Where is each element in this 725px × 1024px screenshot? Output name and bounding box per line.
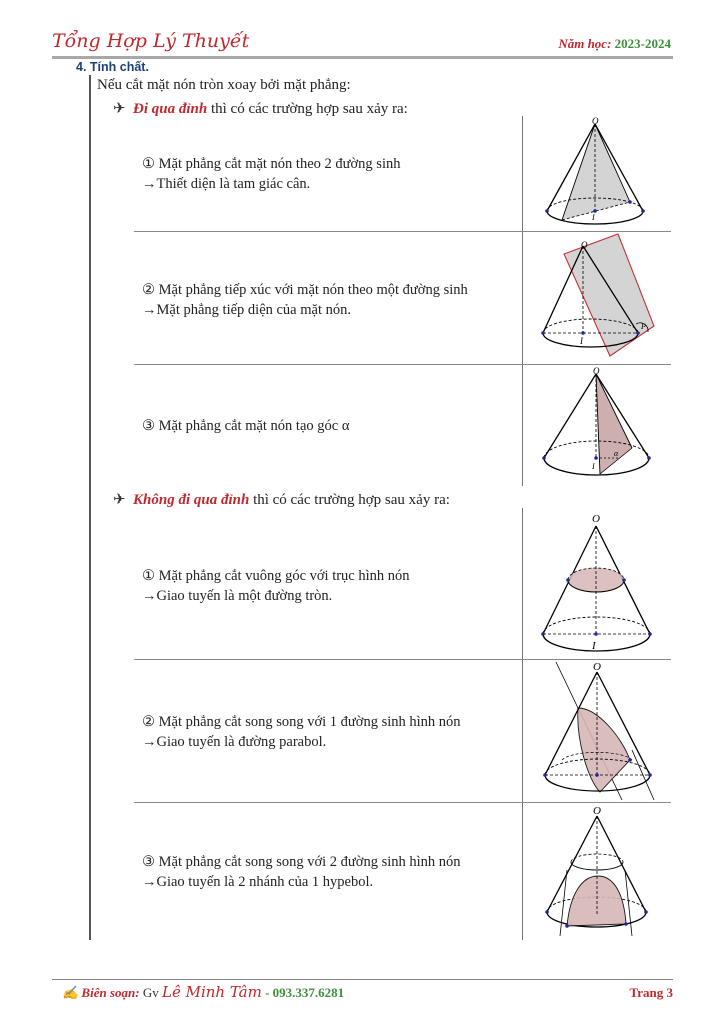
bullet-through-vertex (113, 99, 408, 118)
center-label: I (592, 213, 595, 222)
section-heading: 4. Tính chất. (76, 60, 149, 74)
vertex-label: O (592, 513, 600, 525)
vertex-label: O (592, 116, 599, 126)
cone-circle-section-figure (538, 510, 658, 655)
center-label: I (592, 640, 596, 652)
cone-parabola-section-figure (540, 660, 660, 802)
angle-label: α (614, 449, 619, 458)
vertex-label: O (593, 661, 601, 673)
case-item (142, 416, 349, 436)
center-label: I (592, 462, 595, 471)
footer-author-line (62, 983, 344, 1001)
footer-divider (52, 979, 673, 980)
plane-arrow-icon: ✈ (113, 492, 126, 508)
case-line: ① Mặt phẳng cắt mặt nón theo 2 đường sinh (142, 156, 401, 172)
header-title: Tổng Hợp Lý Thuyết (52, 30, 250, 52)
case-line: →Mặt phẳng tiếp diện của mặt nón. (142, 302, 351, 318)
school-year-label: Năm học: (558, 36, 612, 51)
footer-prefix: ✍ Biên soạn: (62, 985, 140, 1000)
bullet-text: thì có các trường hợp sau xảy ra: (207, 101, 408, 117)
page-number: Trang 3 (629, 985, 673, 1000)
case-line: ② Mặt phẳng cắt song song với 1 đường sinh hình nón (142, 714, 461, 730)
cone-angle-alpha-figure (540, 366, 655, 482)
footer-author-name: Lê Minh Tâm (161, 983, 262, 1001)
bullet-not-through-vertex (113, 490, 450, 509)
case-item (142, 712, 461, 752)
row-separator (134, 364, 671, 365)
table-divider (522, 508, 523, 940)
footer-phone: - 093.337.6281 (261, 985, 345, 1000)
case-item (142, 154, 400, 194)
cone-axial-section-figure (540, 116, 650, 228)
vertex-label: O (593, 805, 601, 817)
plane-arrow-icon: ✈ (113, 101, 126, 117)
case-line: ③ Mặt phẳng cắt mặt nón tạo góc α (142, 418, 350, 434)
bullet-text: thì có các trường hợp sau xảy ra: (249, 492, 450, 508)
case-item (142, 566, 410, 606)
table-divider (522, 116, 523, 486)
cone-tangent-plane-figure (538, 232, 663, 357)
bullet-highlight: Đi qua đỉnh (133, 101, 208, 117)
case-line: →Giao tuyến là đường parabol. (142, 734, 327, 750)
content-left-rule (89, 75, 91, 940)
section-intro: Nếu cắt mặt nón tròn xoay bởi mặt phẳng: (97, 77, 351, 93)
footer-gv: Gv (139, 985, 162, 1000)
header-divider (52, 56, 673, 59)
case-item (142, 852, 461, 892)
case-line: →Giao tuyến là 2 nhánh của 1 hypebol. (142, 874, 374, 890)
case-line: →Thiết diện là tam giác cân. (142, 176, 311, 192)
plane-label: P (641, 322, 646, 331)
center-label: I (580, 336, 583, 346)
case-line: →Giao tuyến là một đường tròn. (142, 588, 333, 604)
case-item (142, 280, 468, 320)
school-year-value: 2023-2024 (614, 36, 671, 51)
case-line: ② Mặt phẳng tiếp xúc với mặt nón theo một đường sinh (142, 282, 468, 298)
school-year (558, 36, 671, 52)
vertex-label: O (581, 240, 588, 250)
row-separator (134, 802, 671, 803)
bullet-highlight: Không đi qua đỉnh (133, 492, 250, 508)
case-line: ① Mặt phẳng cắt vuông góc với trục hình nón (142, 568, 410, 584)
cone-hyperbola-section-figure (540, 804, 660, 940)
case-line: ③ Mặt phẳng cắt song song với 2 đường sinh hình nón (142, 854, 461, 870)
vertex-label: O (593, 366, 600, 376)
